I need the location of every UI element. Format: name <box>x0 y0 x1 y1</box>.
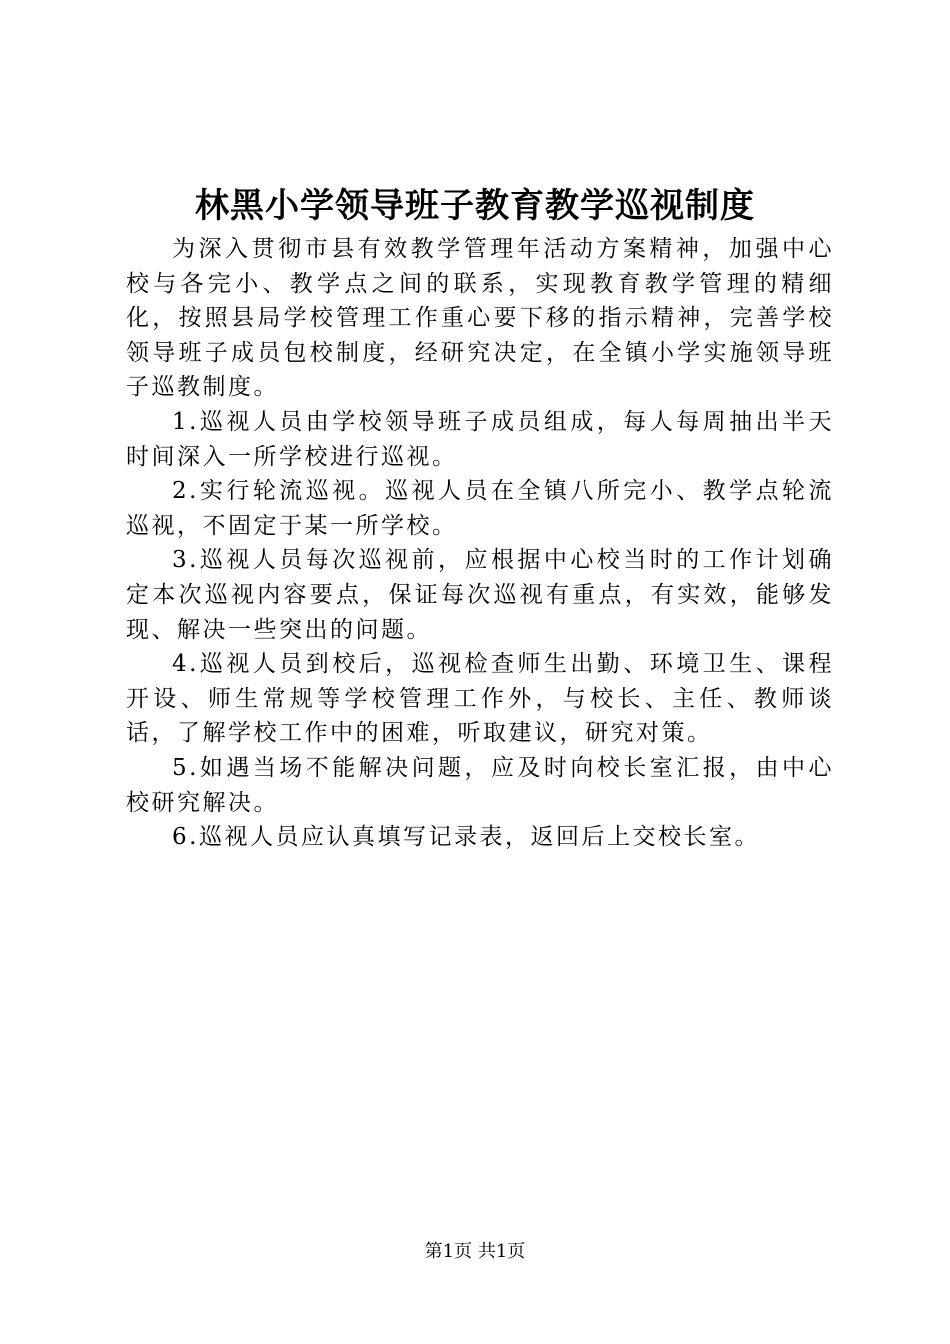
rule-paragraph-5: 5.如遇当场不能解决问题，应及时向校长室汇报，由中心校研究解决。 <box>126 754 834 816</box>
rule-paragraph-4: 4.巡视人员到校后，巡视检查师生出勤、环境卫生、课程开设、师生常规等学校管理工作外，与校长、主任、教师谈话，了解学校工作中的困难，听取建议，研究对策。 <box>126 651 834 747</box>
document-body <box>126 232 834 855</box>
intro-paragraph: 为深入贯彻市县有效教学管理年活动方案精神，加强中心校与各完小、教学点之间的联系，实现教育教学管理的精细化，按照县局学校管理工作重心要下移的指示精神，完善学校领导班子成员包校制度，经研究决定，在全镇小学实施领导班子巡教制度。 <box>126 236 834 401</box>
document-title: 林黑小学领导班子教育教学巡视制度 <box>195 186 755 226</box>
page-number-footer: 第1页 共1页 <box>424 1241 526 1262</box>
rule-paragraph-2: 2.实行轮流巡视。巡视人员在全镇八所完小、教学点轮流巡视，不固定于某一所学校。 <box>126 478 834 539</box>
rule-paragraph-1: 1.巡视人员由学校领导班子成员组成，每人每周抽出半天时间深入一所学校进行巡视。 <box>126 408 834 470</box>
rule-paragraph-3: 3.巡视人员每次巡视前，应根据中心校当时的工作计划确定本次巡视内容要点，保证每次巡视有重点，有实效，能够发现、解决一些突出的问题。 <box>126 547 834 643</box>
rule-paragraph-6: 6.巡视人员应认真填写记录表，返回后上交校长室。 <box>172 824 760 851</box>
